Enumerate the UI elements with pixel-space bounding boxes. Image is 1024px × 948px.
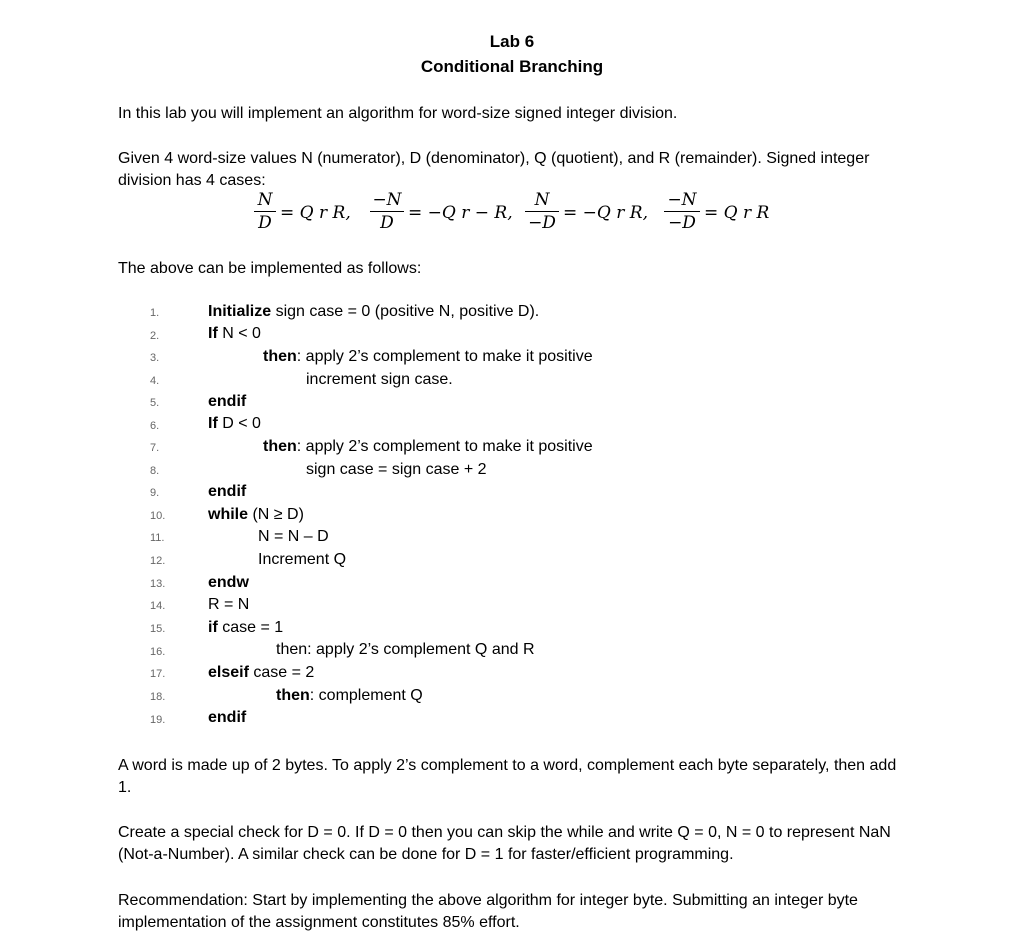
- code-text: then: apply 2’s complement Q and R: [276, 641, 535, 658]
- code-line: [208, 664, 314, 682]
- formula-2-rhs: = −Q r − R,: [408, 203, 513, 223]
- code-line: [306, 461, 487, 479]
- line-number: 1.: [150, 307, 160, 319]
- line-number: 13.: [150, 578, 166, 590]
- code-line: [208, 506, 304, 524]
- formula-2-fraction: [370, 190, 404, 233]
- line-number: 4.: [150, 375, 160, 387]
- code-text: : apply 2’s complement to make it positive: [296, 348, 593, 365]
- code-keyword: endif: [208, 709, 247, 726]
- page-subtitle: Conditional Branching: [420, 57, 604, 76]
- code-text: : apply 2’s complement to make it positive: [296, 438, 593, 455]
- code-text: R = N: [208, 596, 250, 613]
- code-keyword: If: [208, 325, 218, 342]
- code-text: case = 1: [217, 619, 284, 636]
- line-number: 11.: [150, 532, 165, 544]
- formula-2-denominator: D: [380, 213, 394, 233]
- page-title: Lab 6: [489, 32, 535, 51]
- code-line: [258, 551, 346, 569]
- code-keyword: elseif: [208, 664, 249, 681]
- code-text: N < 0: [217, 325, 261, 342]
- line-number: 12.: [150, 555, 166, 567]
- code-line: [208, 483, 246, 501]
- code-line: [276, 687, 423, 705]
- line-number: 8.: [150, 465, 160, 477]
- code-keyword: Initialize: [208, 303, 272, 320]
- line-number: 3.: [150, 352, 160, 364]
- formula-3-rhs: = −Q r R,: [563, 203, 648, 223]
- line-number: 10.: [150, 510, 166, 522]
- code-line: [208, 709, 246, 727]
- code-keyword: then: [263, 348, 297, 365]
- code-keyword: If: [208, 415, 218, 432]
- formula-3-fraction: [525, 190, 559, 233]
- formula-1-fraction: [254, 190, 276, 233]
- above-paragraph: The above can be implemented as follows:: [118, 260, 422, 277]
- code-keyword: endif: [208, 393, 247, 410]
- code-line: [208, 303, 539, 321]
- code-text: D < 0: [217, 415, 261, 432]
- code-line: [208, 415, 261, 433]
- code-text: increment sign case.: [306, 371, 453, 388]
- formula-4-fraction: [664, 190, 700, 233]
- code-keyword: then: [263, 438, 297, 455]
- line-number: 6.: [150, 420, 160, 432]
- formula-3-numerator: N: [534, 190, 550, 210]
- check-paragraph: Create a special check for D = 0. If D = 0 then you can skip the while and write Q = 0, N = 0 to represent NaN (Not-a-Number). A similar check can be done for D = 1 for faster/efficient programming.: [118, 824, 891, 863]
- formula-1-rhs: = Q r R,: [280, 203, 351, 223]
- line-number: 18.: [150, 691, 166, 703]
- line-number: 5.: [150, 397, 160, 409]
- word-paragraph: A word is made up of 2 bytes. To apply 2’s complement to a word, complement each byte separately, then add 1.: [118, 757, 897, 796]
- code-text: (N ≥ D): [248, 506, 304, 523]
- line-number: 9.: [150, 487, 160, 499]
- formula-4-numerator: −N: [667, 190, 697, 210]
- code-line: [208, 325, 261, 343]
- line-number: 19.: [150, 714, 166, 726]
- formula-4-denominator: −D: [668, 213, 696, 233]
- code-text: case = 2: [248, 664, 315, 681]
- code-text: N = N – D: [258, 528, 329, 545]
- line-number: 17.: [150, 668, 166, 680]
- formula-1-denominator: D: [258, 213, 272, 233]
- line-number: 15.: [150, 623, 166, 635]
- code-keyword: then: [276, 687, 310, 704]
- line-number: 14.: [150, 600, 166, 612]
- formula-4-rhs: = Q r R: [704, 203, 770, 223]
- code-line: [306, 371, 453, 389]
- code-line: [208, 619, 283, 637]
- formula-2-numerator: −N: [372, 190, 402, 210]
- code-keyword: endif: [208, 483, 247, 500]
- code-text: sign case = 0 (positive N, positive D).: [271, 303, 540, 320]
- line-number: 7.: [150, 442, 160, 454]
- code-line: [208, 574, 249, 592]
- line-number: 16.: [150, 646, 166, 658]
- formula-1-numerator: N: [257, 190, 273, 210]
- code-text: Increment Q: [258, 551, 347, 568]
- line-number: 2.: [150, 330, 160, 342]
- code-line: [258, 528, 329, 546]
- code-line: [208, 393, 246, 411]
- recommendation-paragraph: Recommendation: Start by implementing the above algorithm for integer byte. Submitting an integer byte implementation of the assignment constitutes 85% effort.: [118, 892, 858, 931]
- given-paragraph: Given 4 word-size values N (numerator), D (denominator), Q (quotient), and R (remainder). Signed integer division has 4 cases:: [118, 150, 870, 189]
- code-keyword: while: [208, 506, 249, 523]
- code-line: [208, 596, 249, 614]
- code-text: : complement Q: [309, 687, 423, 704]
- code-line: [263, 348, 593, 366]
- code-line: [263, 438, 593, 456]
- code-text: sign case = sign case + 2: [306, 461, 487, 478]
- intro-paragraph: In this lab you will implement an algorithm for word-size signed integer division.: [118, 105, 678, 122]
- code-line: [276, 641, 535, 659]
- code-keyword: endw: [208, 574, 249, 591]
- formula-3-denominator: −D: [528, 213, 556, 233]
- code-keyword: if: [208, 619, 218, 636]
